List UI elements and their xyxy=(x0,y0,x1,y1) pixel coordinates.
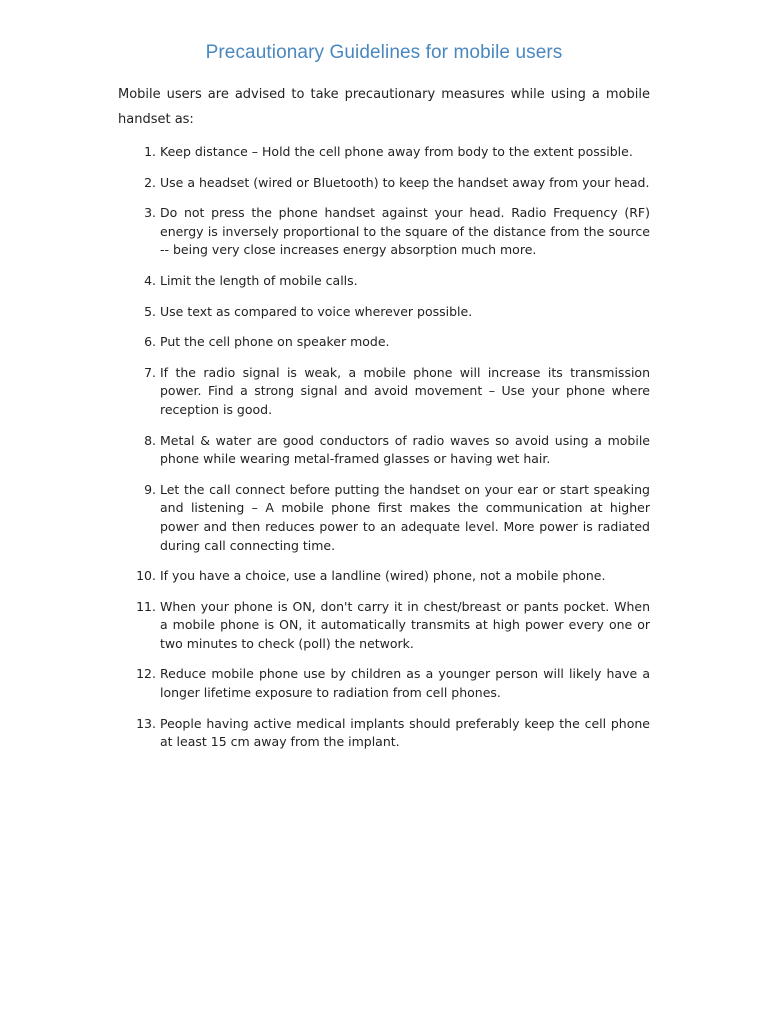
item-number: 11. xyxy=(136,598,156,614)
list-item xyxy=(118,598,650,654)
item-text: If you have a choice, use a landline (wired) phone, not a mobile phone. xyxy=(160,568,606,584)
list-item xyxy=(118,272,650,291)
item-number: 13. xyxy=(136,715,156,731)
item-number: 1. xyxy=(144,144,156,159)
item-text: Use text as compared to voice wherever possible. xyxy=(160,303,473,319)
item-number: 4. xyxy=(144,272,156,288)
list-item xyxy=(118,432,650,469)
item-number: 6. xyxy=(144,334,156,350)
item-number: 7. xyxy=(144,364,156,380)
item-text: Metal & water are good conductors of radio waves so avoid using a mobile phone while wearing metal-framed glasses or having wet hair. xyxy=(160,432,650,467)
item-number: 12. xyxy=(136,666,156,682)
list-item xyxy=(118,567,650,586)
item-text: Reduce mobile phone use by children as a younger person will likely have a longer lifetime exposure to radiation from cell phones. xyxy=(160,666,650,701)
item-number: 8. xyxy=(144,432,156,448)
item-text: If the radio signal is weak, a mobile phone will increase its transmission power. Find a strong signal and avoid movement – Use your phone where reception is good. xyxy=(160,364,650,417)
item-text: Limit the length of mobile calls. xyxy=(160,272,358,288)
guidelines-list xyxy=(118,143,650,764)
item-number: 10. xyxy=(136,568,156,584)
list-item xyxy=(118,364,650,420)
list-item xyxy=(118,665,650,702)
item-text: Put the cell phone on speaker mode. xyxy=(160,334,390,350)
list-item xyxy=(118,174,650,193)
item-text: When your phone is ON, don't carry it in chest/breast or pants pocket. When a mobile phone is ON, it automatically transmits at high power every one or two minutes to check (poll) the network. xyxy=(160,598,650,651)
list-item xyxy=(118,303,650,322)
list-item xyxy=(118,204,650,260)
item-text: Use a headset (wired or Bluetooth) to keep the handset away from your head. xyxy=(160,174,650,190)
intro-paragraph: Mobile users are advised to take precautionary measures while using a mobile handset as: xyxy=(118,87,650,127)
item-number: 3. xyxy=(144,205,156,221)
list-item xyxy=(118,333,650,352)
item-text: Keep distance – Hold the cell phone away from body to the extent possible. xyxy=(160,144,633,159)
list-item xyxy=(118,481,650,555)
item-text: People having active medical implants should preferably keep the cell phone at least 15 cm away from the implant. xyxy=(160,715,650,750)
item-number: 5. xyxy=(144,303,156,319)
item-text: Let the call connect before putting the handset on your ear or start speaking and listening – A mobile phone first makes the communication at higher power and then reduces power to an adequate level. More power is radiated during call connecting time. xyxy=(160,481,650,553)
item-number: 2. xyxy=(144,174,156,190)
item-text: Do not press the phone handset against your head. Radio Frequency (RF) energy is inversely proportional to the square of the distance from the source -- being very close increases energy absorption much more. xyxy=(160,205,650,258)
item-number: 9. xyxy=(144,481,156,497)
list-item xyxy=(118,715,650,752)
list-item xyxy=(118,143,650,162)
document-title: Precautionary Guidelines for mobile users xyxy=(205,42,563,63)
